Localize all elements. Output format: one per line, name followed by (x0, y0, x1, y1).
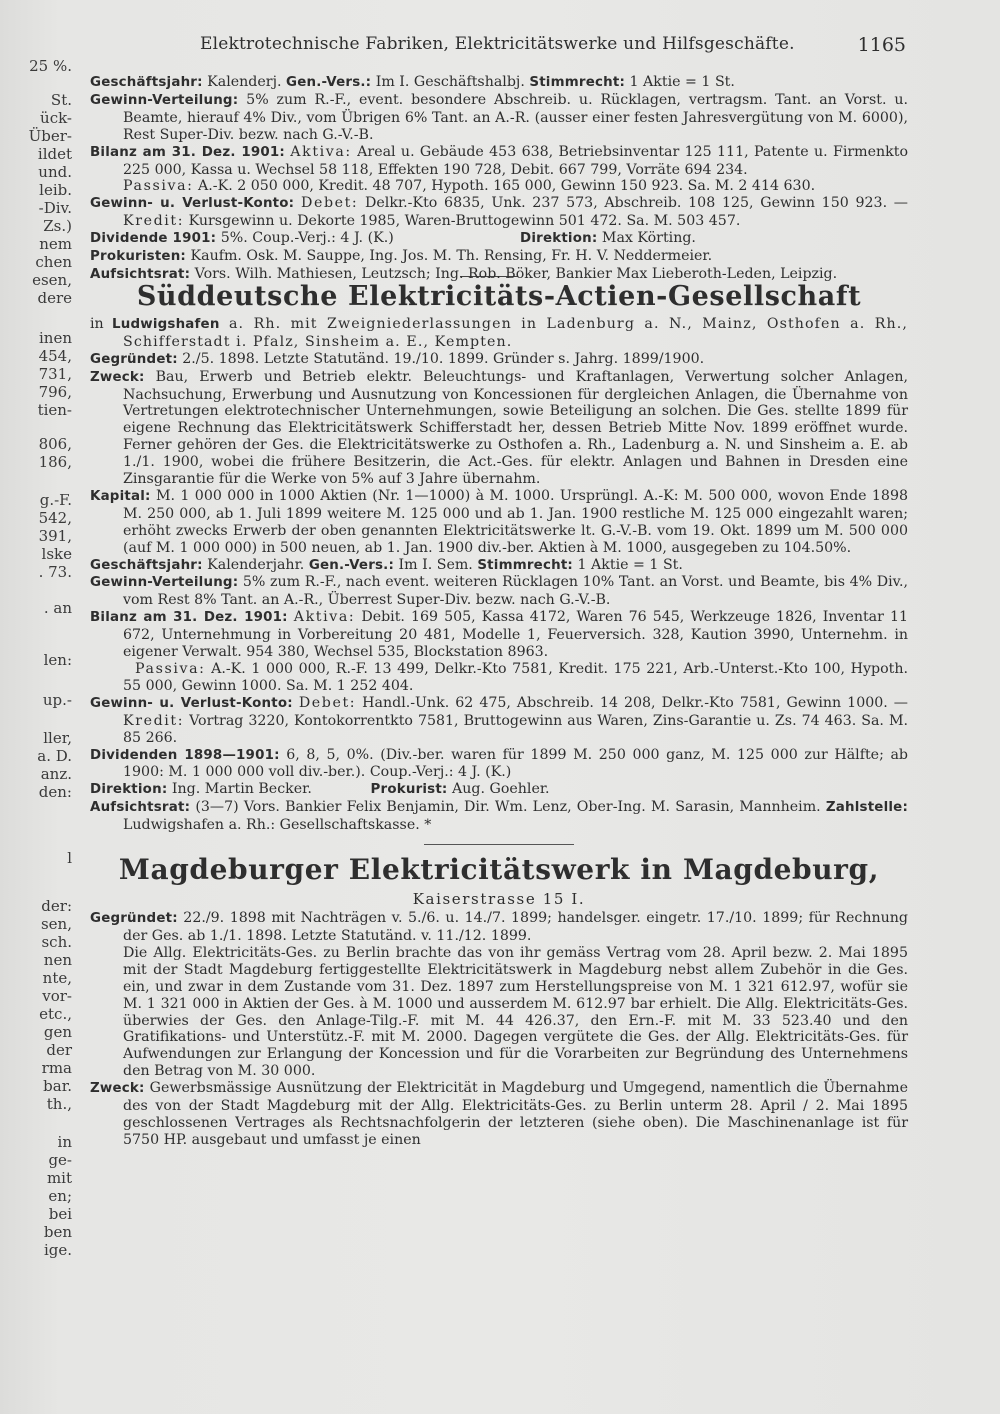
margin-fragment: in (57, 1133, 72, 1151)
kredit-word: Kredit: (123, 213, 185, 230)
loc-prefix: in (90, 315, 112, 332)
margin-fragment: bar. (43, 1077, 72, 1095)
value: Vors. Wilh. Mathiesen, Leutzsch; Ing. Rob. Böker, Bankier Max Lieberoth-Leden, Leipzig. (190, 265, 838, 282)
value: Vortrag 3220, Kontokorrentkto 7581, Bruttogewinn aus Waren, Zins-Garantie u. Zs. 74 463. Sa. M. 85 266. (123, 712, 908, 746)
bilanz-passiva (90, 661, 908, 695)
bilanz (90, 144, 908, 179)
margin-fragment: St. (50, 91, 72, 109)
label: Zahlstelle: (825, 800, 908, 816)
value: Im I. Sem. (394, 556, 478, 573)
label: Aufsichtsrat: (90, 266, 191, 282)
history-paragraph (90, 945, 908, 1080)
margin-fragment: -Div. (38, 199, 72, 217)
margin-fragment: a. D. (37, 747, 72, 765)
margin-fragment: lske (41, 545, 72, 563)
value: A.-K. 2 050 000, Kredit. 48 707, Hypoth. 165 000, Gewinn 150 923. Sa. M. 2 414 630. (193, 178, 816, 195)
margin-fragment: l (67, 849, 72, 867)
label: Gewinn- u. Verlust-Konto: (90, 695, 293, 711)
label: Zweck: (90, 369, 145, 385)
value: Areal u. Gebäude 453 638, Betriebsinventar 125 111, Patente u. Firmenkto 225 000, Kassa u. Wechsel 58 118, Effekten 190 728, Debit. 667 799, Vorräte 694 234. (123, 143, 908, 178)
debet-word: Debet: (300, 195, 359, 212)
margin-fragment: up.- (42, 691, 72, 709)
kredit-word: Kredit: (123, 712, 185, 729)
section-continuation (90, 74, 908, 284)
label: Geschäftsjahr: (90, 557, 203, 573)
margin-fragment: leib. (39, 181, 72, 199)
label: Direktion: (90, 782, 168, 798)
value: Debit. 169 505, Kassa 4172, Waren 76 545, Werkzeuge 1826, Inventar 11 672, Unternehmung in Vorbereitung 20 481, Modelle 1, Feuerversich. 328, Kaution 3990, Unternehm. in eigener Verwalt. 954 380, Wechsel 535, Blockstation 8963. (123, 609, 909, 661)
value: 1 Aktie = 1 St. (625, 74, 735, 90)
margin-fragment: 391, (38, 527, 72, 545)
margin-fragment: anz. (40, 765, 72, 783)
margin-fragment: der (46, 1041, 72, 1059)
margin-fragment: inen (39, 329, 72, 347)
label: Gegründet: (90, 911, 178, 927)
label: Stimmrecht: (477, 557, 573, 573)
value: Die Allg. Elektricitäts-Ges. zu Berlin brachte das von ihr gemäss Vertrag vom 28. April bezw. 2. Mai 1895 mit der Stadt Magdeburg fertiggestellte Elektricitätswerk in Magdeburg nebst allem Zubehör in die Ges. ein, und zwar in dem Zustande vom 31. Dez. 1897 zum Herstellungspreise von M. 1 321 612.97, wofür sie M. 1 321 000 in Aktien der Ges. à M. 1000 und ausserdem M. 612.97 bar erhielt. Die Allg. Elektricitäts-Ges. überwies der Ges. den Anlage-Tilg.-F. mit M. 44 426.37, den Ern.-F. mit M. 33 523.40 und den Gratifikations- und Unterstütz.-F. mit M. 2000. Dagegen vergütete die Ges. der Allg. Elektricitäts-Ges. für Aufwendungen zur Erlangung der Koncession und für die Vorarbeiten zur Begründung des Unternehmens den Betrag von M. 30 000. (123, 944, 908, 1080)
value: Ludwigshafen a. Rh.: Gesellschaftskasse. * (123, 817, 432, 834)
margin-fragment: 542, (38, 509, 72, 527)
margin-fragment: sch. (41, 933, 72, 951)
value: Handl.-Unk. 62 475, Abschreib. 14 208, Delkr.-Kto 7581, Gewinn 1000. — (356, 694, 908, 711)
margin-fragment: dere (37, 289, 72, 307)
label: Dividenden 1898—1901: (90, 747, 280, 763)
margin-fragment: 731, (38, 365, 72, 383)
gewinn-verlust-konto (90, 195, 908, 230)
value: Kalenderj. (202, 74, 286, 90)
gegruendet (90, 351, 908, 369)
gewinn-verlust-konto (90, 695, 908, 747)
margin-fragment: esen, (32, 271, 72, 289)
value: 5%. Coup.-Verj.: 4 J. (K.) (216, 230, 394, 247)
dividenden (90, 747, 908, 782)
margin-fragment: 806, (38, 435, 72, 453)
prokuristen (90, 248, 908, 266)
margin-fragment: sen, (40, 915, 72, 933)
label: Stimmrecht: (529, 75, 625, 90)
margin-fragment: bei (48, 1205, 72, 1223)
margin-fragment: den: (38, 783, 72, 801)
value: Kursgewinn u. Dekorte 1985, Waren-Bruttogewinn 501 472. Sa. M. 503 457. (184, 213, 741, 230)
margin-fragment: chen (35, 253, 72, 271)
margin-fragment: 25 %. (29, 57, 72, 75)
value: 5% zum R.-F., event. besondere Abschreib. u. Rücklagen, vertragsm. Tant. an Vorst. u. Beamte, hierauf 4% Div., vom Übrigen 6% Tant. an A.-R. (ausser einer festen Jahresvergütung von M. 6000), Rest Super-Div. bezw. nach G.-V.-B. (123, 91, 908, 143)
dividende-line (90, 230, 908, 248)
margin-fragment: gen (43, 1023, 72, 1041)
margin-fragment: 186, (38, 453, 72, 471)
aktiva-word: Aktiva: (293, 609, 356, 626)
aktiva-word: Aktiva: (290, 143, 352, 160)
margin-fragment: der: (41, 897, 72, 915)
company-address: Kaiserstrasse 15 I. (412, 890, 586, 909)
label: Dividende 1901: (90, 231, 217, 247)
section-magdeburger (90, 853, 908, 1149)
label: Gewinn-Verteilung: (90, 92, 239, 108)
margin-fragment: . an (43, 599, 72, 617)
bilanz-passiva (90, 178, 908, 195)
label: Bilanz am 31. Dez. 1901: (90, 610, 288, 626)
label: Prokurist: (370, 782, 448, 798)
margin-fragment: tien- (37, 401, 72, 419)
label: Gewinn-Verteilung: (90, 575, 239, 591)
value: Im I. Geschäftshalbj. (371, 74, 530, 90)
label: Zweck: (90, 1081, 145, 1097)
city: Ludwigshafen (112, 316, 220, 332)
label: Aufsichtsrat: (90, 800, 191, 816)
margin-fragment: nen (43, 951, 72, 969)
debet-word: Debet: (298, 694, 357, 711)
header-title: Elektrotechnische Fabriken, Elektricitätswerke und Hilfsgeschäfte. (200, 34, 795, 54)
value: Aug. Goehler. (447, 781, 550, 798)
label: Gen.-Vers.: (308, 557, 395, 573)
company-location (90, 316, 908, 351)
label: Bilanz am 31. Dez. 1901: (90, 144, 285, 160)
value: Kalenderjahr. (202, 556, 309, 573)
margin-fragment: Über- (28, 127, 72, 145)
margin-fragment: ge- (48, 1151, 72, 1169)
geschaeftsjahr (90, 557, 908, 575)
gewinn-verteilung (90, 574, 908, 609)
label: Kapital: (90, 488, 151, 504)
value: Bau, Erwerb und Betrieb elektr. Beleuchtungs- und Kraftanlagen, Verwertung solcher Anlagen, Nachsuchung, Erwerbung und Ausnutzung von Koncessionen für dergleichen Anlagen, die Übernahme von Vertretungen elektrotechnischer Unternehmungen, sowie Beteiligung an solchen. Die Ges. stellte 1899 für eigene Rechnung das Elektricitätswerk Schifferstadt her, dessen Betrieb Mitte Nov. 1899 eröffnet wurde. Ferner gehören der Ges. die Elektricitätswerke zu Osthofen a. Rh., Ladenburg a. N. und Sinsheim a. E. ab 1./1. 1900, wobei die frühere Besitzerin, die Act.-Ges. für elektr. Anlagen und Bahnen in Dresden eine Zinsgarantie für die Werke von 5% auf 3 Jahre übernahm. (123, 368, 908, 488)
value: Kaufm. Osk. M. Sauppe, Ing. Jos. M. Th. Rensing, Fr. H. V. Neddermeier. (186, 248, 713, 265)
label: Gegründet: (90, 351, 178, 367)
margin-fragment: en; (48, 1187, 72, 1205)
passiva-word: Passiva: (135, 661, 206, 677)
value: Gewerbsmässige Ausnützung der Elektricität in Magdeburg und Umgegend, namentlich die Übernahme des von der Stadt Magdeburg mit der Allg. Elektricitäts-Ges. zu Berlin unterm 28. April / 2. Mai 1895 geschlossenen Vertrages als Rechtsnachfolgerin der letzteren (siehe oben). Die Maschinenanlage ist für 5750 HP. ausgebaut und umfasst je einen (123, 1080, 908, 1148)
aufsichtsrat (90, 799, 908, 834)
margin-fragment: len: (43, 651, 72, 669)
margin-fragment: und. (38, 163, 72, 181)
margin-fragment: ück- (40, 109, 72, 127)
margin-fragment: ige. (43, 1241, 72, 1259)
zweck (90, 1080, 908, 1149)
direktion (90, 781, 908, 799)
value: 1 Aktie = 1 St. (572, 556, 683, 573)
value: (3—7) Vors. Bankier Felix Benjamin, Dir. Wm. Lenz, Ober-Ing. M. Sarasin, Mannheim. (190, 799, 826, 816)
gewinn-verteilung (90, 92, 908, 144)
value: M. 1 000 000 in 1000 Aktien (Nr. 1—1000) à M. 1000. Ursprüngl. A.-K: M. 500 000, wovon Ende 1898 M. 250 000, ab 1. Juli 1899 weitere M. 125 000 und ab 1. Jan. 1900 restliche M. 125 000 eingezahlt waren; erhöht zwecks Erwerb der oben genannten Elektricitätswerke lt. G.-V.-B. vom 19. Okt. 1899 um M. 500 000 (auf M. 1 000 000) in 500 neuen, ab 1. Jan. 1900 div.-ber. Aktien à M. 1000, ausgegeben zu 104.50%. (123, 487, 908, 556)
running-header (200, 34, 910, 58)
margin-fragment: ildet (37, 145, 72, 163)
company-title: Magdeburger Elektricitätswerk in Magdeburg, (118, 853, 880, 887)
value: a. Rh. mit Zweigniederlassungen in Ladenburg a. N., Mainz, Osthofen a. Rh., Schifferstadt i. Pfalz, Sinsheim a. E., Kempten. (123, 315, 909, 350)
value: A.-K. 1 000 000, R.-F. 13 499, Delkr.-Kto 7581, Kredit. 175 221, Arb.-Unterst.-Kto 100, Hypoth. 55 000, Gewinn 1000. Sa. M. 1 252 404. (123, 661, 908, 694)
margin-fragment: etc., (39, 1005, 72, 1023)
gegruendet (90, 910, 908, 945)
page-number: 1165 (857, 34, 906, 56)
margin-fragment: rma (41, 1059, 72, 1077)
kapital (90, 488, 908, 557)
label: Geschäftsjahr: (90, 75, 203, 90)
margin-fragment: mit (46, 1169, 72, 1187)
margin-fragment: 796, (38, 383, 72, 401)
margin-fragment: . 73. (38, 563, 72, 581)
margin-fragment: 454, (38, 347, 72, 365)
margin-fragment: vor- (42, 987, 72, 1005)
margin-fragment: ller, (43, 729, 72, 747)
value: 2./5. 1898. Letzte Statutänd. 19./10. 1899. Gründer s. Jahrg. 1899/1900. (177, 350, 705, 367)
margin-fragment: nem (39, 235, 72, 253)
value: 5% zum R.-F., nach event. weiteren Rücklagen 10% Tant. an Vorst. und Beamte, bis 4% Div., vom Rest 8% Tant. an A.-R., Überrest Super-Div. bezw. nach G.-V.-B. (123, 574, 908, 609)
margin-fragment: nte, (42, 969, 72, 987)
value: 22./9. 1898 mit Nachträgen v. 5./6. u. 14./7. 1899; handelsger. eingetr. 17./10. 1899; für Rechnung der Ges. ab 1./1. 1898. Letzte Statutänd. v. 11./12. 1899. (123, 910, 908, 944)
value: 6, 8, 5, 0%. (Div.-ber. waren für 1899 M. 250 000 ganz, M. 125 000 zur Hälfte; ab 1900: M. 1 000 000 voll div.-ber.). Coup.-Verj.: 4 J. (K.) (123, 746, 908, 781)
margin-fragment: th., (46, 1095, 72, 1113)
zweck (90, 369, 908, 488)
company-title: Süddeutsche Elektricitäts-Actien-Gesellschaft (136, 280, 862, 312)
value: Ing. Martin Becker. (167, 781, 317, 798)
margin-fragment: Zs.) (43, 217, 72, 235)
label: Direktion: (520, 231, 598, 247)
section-divider (424, 844, 574, 845)
value: Max Körting. (597, 230, 696, 247)
margin-fragment: g.-F. (39, 491, 72, 509)
value: Delkr.-Kto 6835, Unk. 237 573, Abschreib. 108 125, Gewinn 150 923. — (358, 195, 908, 212)
geschaeftsjahr-line (90, 74, 908, 92)
label: Gewinn- u. Verlust-Konto: (90, 196, 295, 212)
label: Prokuristen: (90, 249, 186, 265)
section-sueddeutsche (90, 281, 908, 834)
label: Gen.-Vers.: (286, 75, 372, 90)
bilanz (90, 609, 908, 661)
margin-fragment: ben (43, 1223, 72, 1241)
passiva-word: Passiva: (123, 178, 194, 195)
page-body (90, 74, 908, 1149)
